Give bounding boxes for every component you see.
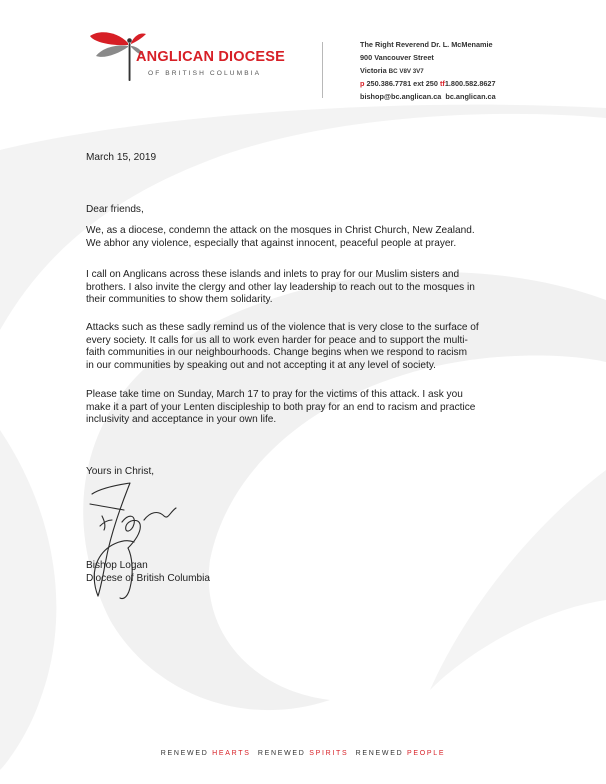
email-link[interactable]: bishop@bc.anglican.ca [360,92,442,102]
contact-line [360,90,496,103]
wing-shape-left [0,430,56,770]
paragraph-line: brothers. I also invite the clergy and other lay leadership to reach out to the mosques in [86,281,475,293]
tagline-highlight: HEARTS [212,750,251,757]
header-divider [322,42,323,98]
tagline-word: RENEWED [160,750,209,757]
paragraph-2 [86,269,475,307]
salutation: Dear friends, [86,204,144,215]
tagline-word: RENEWED [257,750,306,757]
wing-shape-right [430,470,606,690]
paragraph-1 [86,225,475,250]
paragraph-3 [86,322,479,372]
signer-name: Bishop Logan [86,560,148,571]
paragraph-line: their communities to show them solidarity. [86,294,273,306]
org-subtitle: OF BRITISH COLUMBIA [148,70,262,77]
phone-number: 250.386.7781 ext 250 [366,79,438,89]
tollfree-prefix: tf [439,79,445,89]
paragraph-line: inclusivity and acceptance in your own life. [86,414,277,426]
paragraph-line: make it a part of your Lenten discipleship to both pray for an end to racism and practice [86,401,476,413]
paragraph-line: in our communities by speaking out and not accepting it at any level of society. [86,359,436,371]
signoff-block [86,560,210,586]
paragraph-line: faith communities in our neighbourhoods. Change begins when we respond to racism [86,347,467,359]
postal-code: BC V8V 3V7 [388,68,424,76]
bishop-name: The Right Reverend Dr. L. McMenamie [360,40,493,49]
street-address: 900 Vancouver Street [360,53,434,63]
tollfree-number: 1.800.582.8627 [444,79,496,89]
phone-line [360,77,496,90]
phone-prefix: p [360,79,365,89]
signer-title: Diocese of British Columbia [86,572,210,584]
tagline-highlight: SPIRITS [309,750,349,757]
closing: Yours in Christ, [86,466,155,477]
paragraph-4 [86,389,475,427]
city: Victoria [360,66,387,76]
tagline-highlight: PEOPLE [407,750,446,757]
paragraph-line: We, as a diocese, condemn the attack on the mosques in Christ Church, New Zealand. [86,225,475,236]
paragraph-line: every society. It calls for us all to work even harder for peace and to support the multi- [86,334,468,346]
paragraph-line: We abhor any violence, especially that against innocent, peaceful people at prayer. [86,237,457,249]
paragraph-line: Please take time on Sunday, March 17 to pray for the victims of this attack. I ask you [86,389,463,400]
org-name: ANGLICAN DIOCESE [136,49,286,65]
footer-tagline [0,750,606,757]
letterhead-address [360,38,496,103]
city-line [360,64,496,77]
paragraph-line: Attacks such as these sadly remind us of the violence that is very close to the surface of [86,322,479,333]
tagline-word: RENEWED [355,750,404,757]
paragraph-line: I call on Anglicans across these islands and inlets to pray for our Muslim sisters and [86,269,460,280]
diocese-logo [84,26,304,88]
website-link[interactable]: bc.anglican.ca [445,92,496,102]
letter-date: March 15, 2019 [86,152,157,163]
